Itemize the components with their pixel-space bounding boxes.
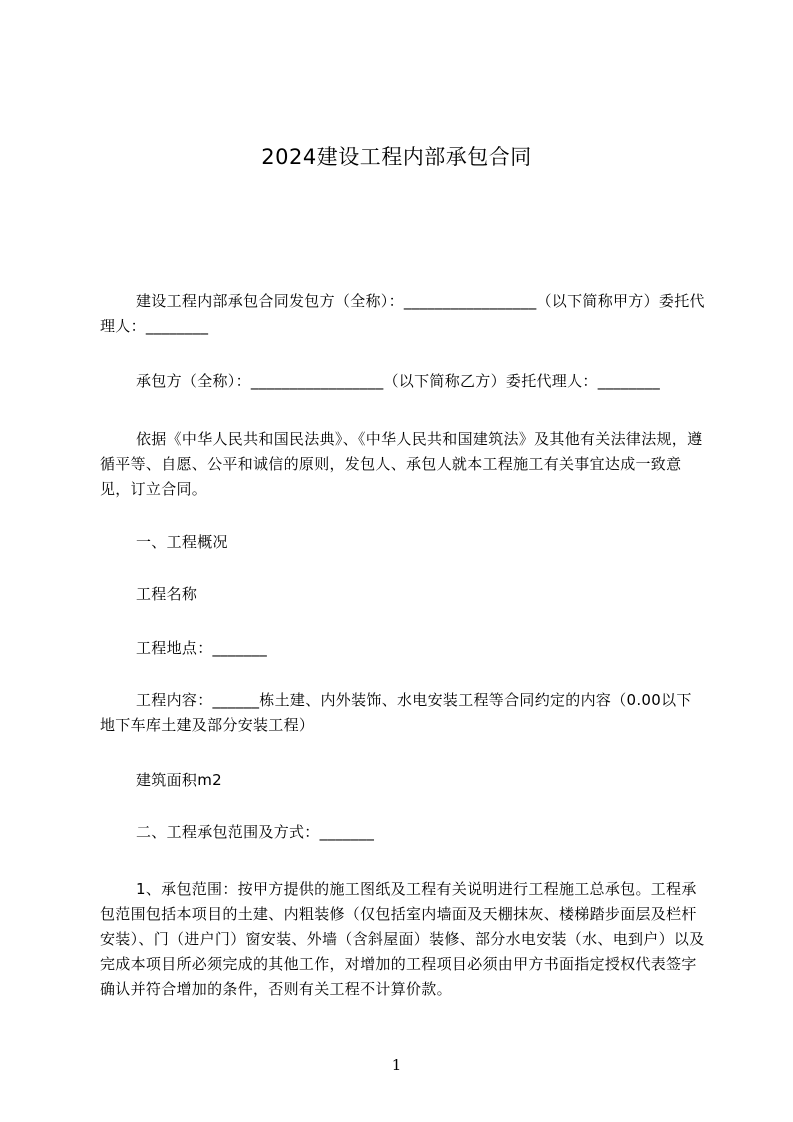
project-name-line: 工程名称 [136, 585, 198, 603]
building-area-line: 建筑面积m2 [136, 771, 222, 789]
section-heading-scope: 二、工程承包范围及方式：_______ [136, 823, 375, 841]
scope-paragraph: 1、承包范围：按甲方提供的施工图纸及工程有关说明进行工程施工总承包。工程承包范围包括本项目的土建、内粗装修（仅包括室内墙面及天棚抹灰、楼梯踏步面层及栏杆安装）、门（进户门）窗安装、外墙（含斜屋面）装修、部分水电安装（水、电到户）以及完成本项目所必须完成的其他工作，对增加的工程项目必须由甲方书面指定授权代表签字确认并符合增加的条件，否则有关工程不计算价款。 [100, 880, 705, 998]
party-a-paragraph: 建设工程内部承包合同发包方（全称）：_________________（以下简称甲方）委托代理人：________ [100, 292, 705, 335]
document-title: 2024建设工程内部承包合同 [261, 145, 532, 169]
party-b-paragraph: 承包方（全称）：_________________（以下简称乙方）委托代理人：________ [136, 372, 661, 390]
project-content-paragraph: 工程内容：______栋土建、内外装饰、水电安装工程等合同约定的内容（0.00以下地下车库土建及部分安装工程） [100, 691, 692, 734]
project-location-line: 工程地点：_______ [136, 639, 268, 657]
page-number: 1 [391, 1056, 402, 1074]
legal-basis-paragraph: 依据《中华人民共和国民法典》、《中华人民共和国建筑法》及其他有关法律法规，遵循平等、自愿、公平和诚信的原则，发包人、承包人就本工程施工有关事宜达成一致意见，订立合同。 [100, 430, 703, 498]
section-heading-project-overview: 一、工程概况 [136, 533, 228, 551]
